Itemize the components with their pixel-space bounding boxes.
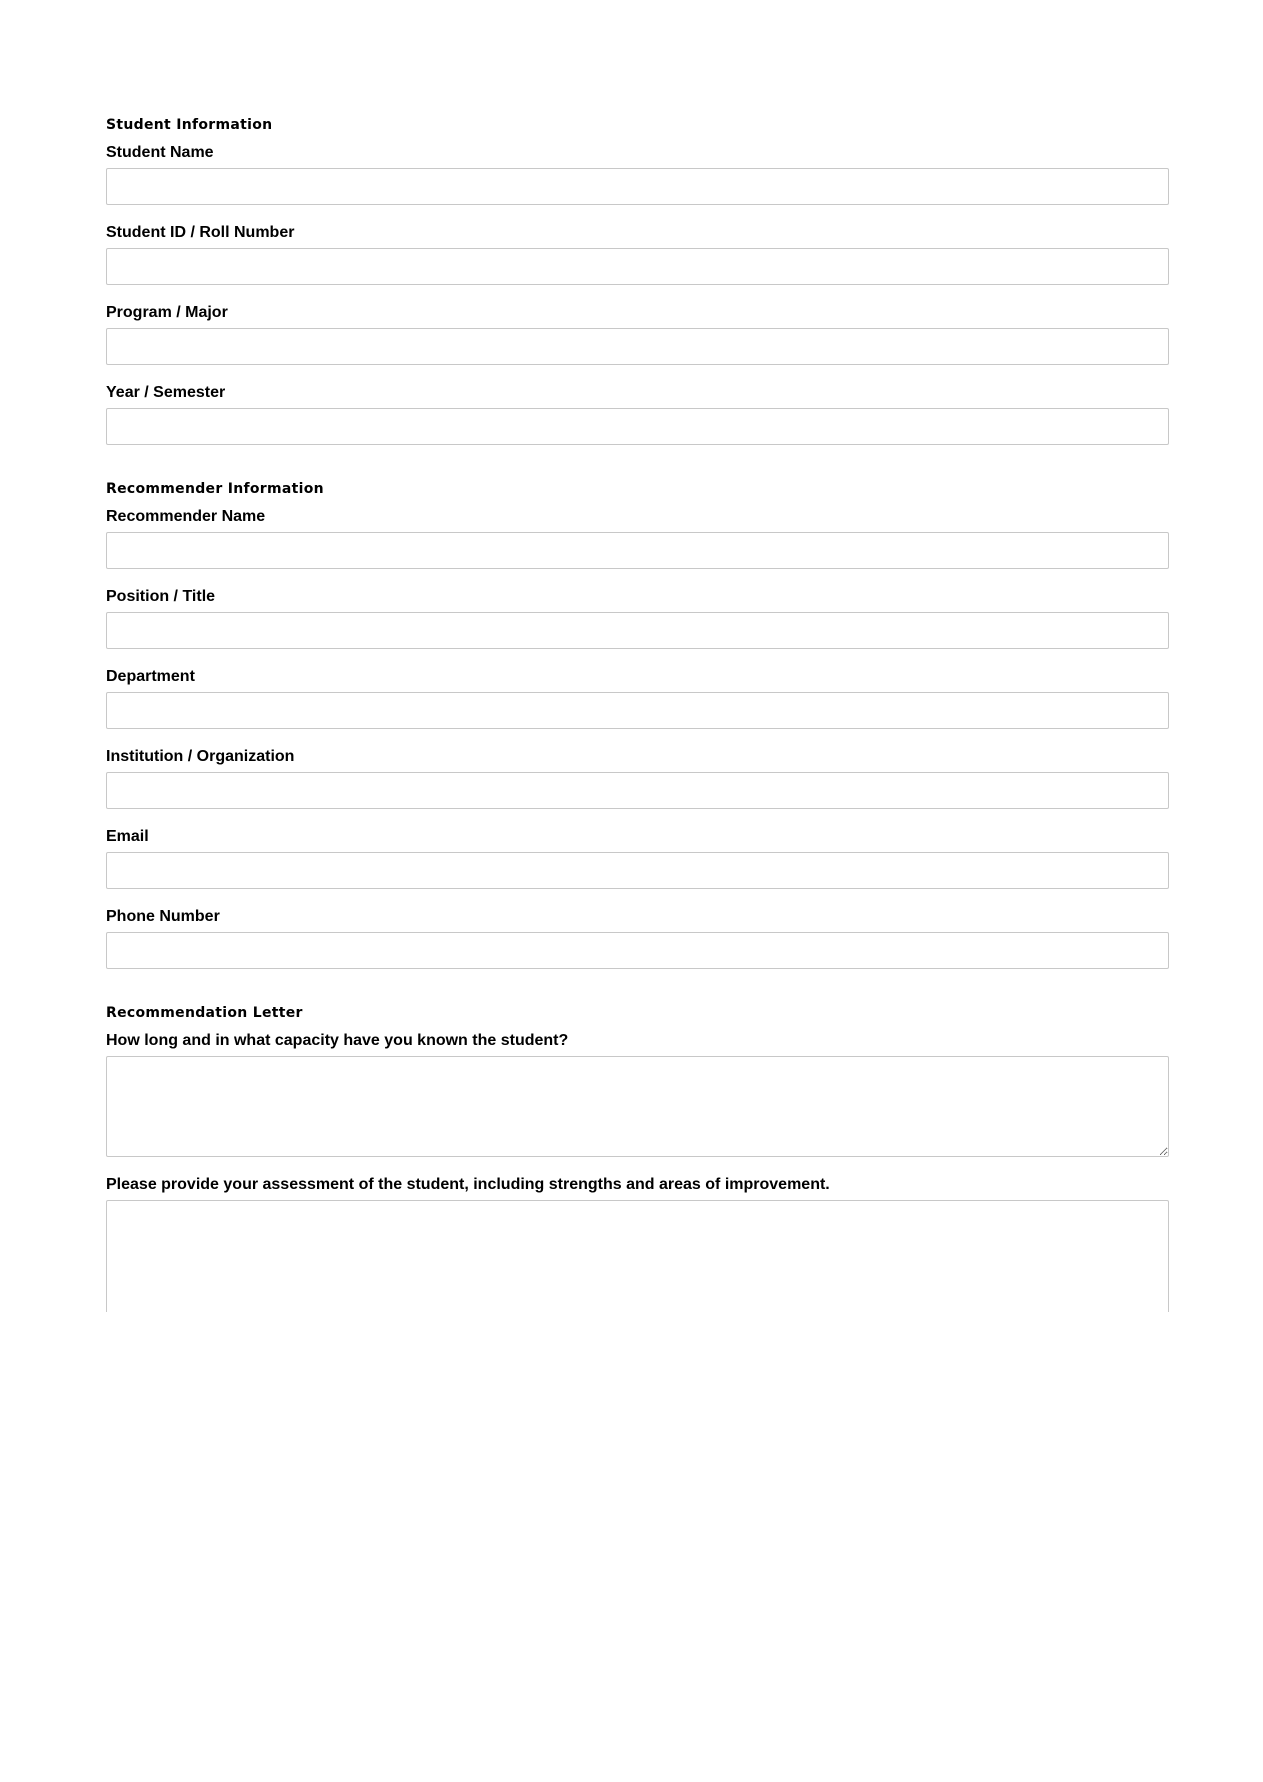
section-student-information	[106, 116, 1169, 445]
section-title: Recommendation Letter	[106, 1005, 303, 1021]
student-name-label: Student Name	[106, 144, 214, 161]
section-title: Recommender Information	[106, 481, 324, 497]
institution-input[interactable]	[106, 772, 1169, 809]
recommender-name-input[interactable]	[106, 532, 1169, 569]
section-recommendation-letter	[106, 1004, 1169, 1312]
program-major-input[interactable]	[106, 328, 1169, 365]
department-input[interactable]	[106, 692, 1169, 729]
email-input[interactable]	[106, 852, 1169, 889]
year-semester-label: Year / Semester	[106, 384, 226, 401]
recommendation-form	[106, 116, 1169, 1312]
position-title-input[interactable]	[106, 612, 1169, 649]
program-major-label: Program / Major	[106, 304, 228, 321]
student-id-label: Student ID / Roll Number	[106, 224, 295, 241]
email-label: Email	[106, 828, 149, 845]
year-semester-input[interactable]	[106, 408, 1169, 445]
student-id-input[interactable]	[106, 248, 1169, 285]
assessment-label: Please provide your assessment of the student, including strengths and areas of improvement.	[106, 1176, 830, 1193]
assessment-textarea[interactable]	[106, 1200, 1169, 1312]
recommender-name-label: Recommender Name	[106, 508, 266, 525]
position-title-label: Position / Title	[106, 588, 216, 605]
student-name-input[interactable]	[106, 168, 1169, 205]
institution-label: Institution / Organization	[106, 748, 295, 765]
phone-number-label: Phone Number	[106, 908, 220, 925]
phone-number-input[interactable]	[106, 932, 1169, 969]
known-student-textarea[interactable]	[106, 1056, 1169, 1157]
known-student-label: How long and in what capacity have you known the student?	[106, 1032, 569, 1049]
department-label: Department	[106, 668, 195, 685]
section-title: Student Information	[106, 117, 273, 133]
section-recommender-information	[106, 480, 1169, 969]
